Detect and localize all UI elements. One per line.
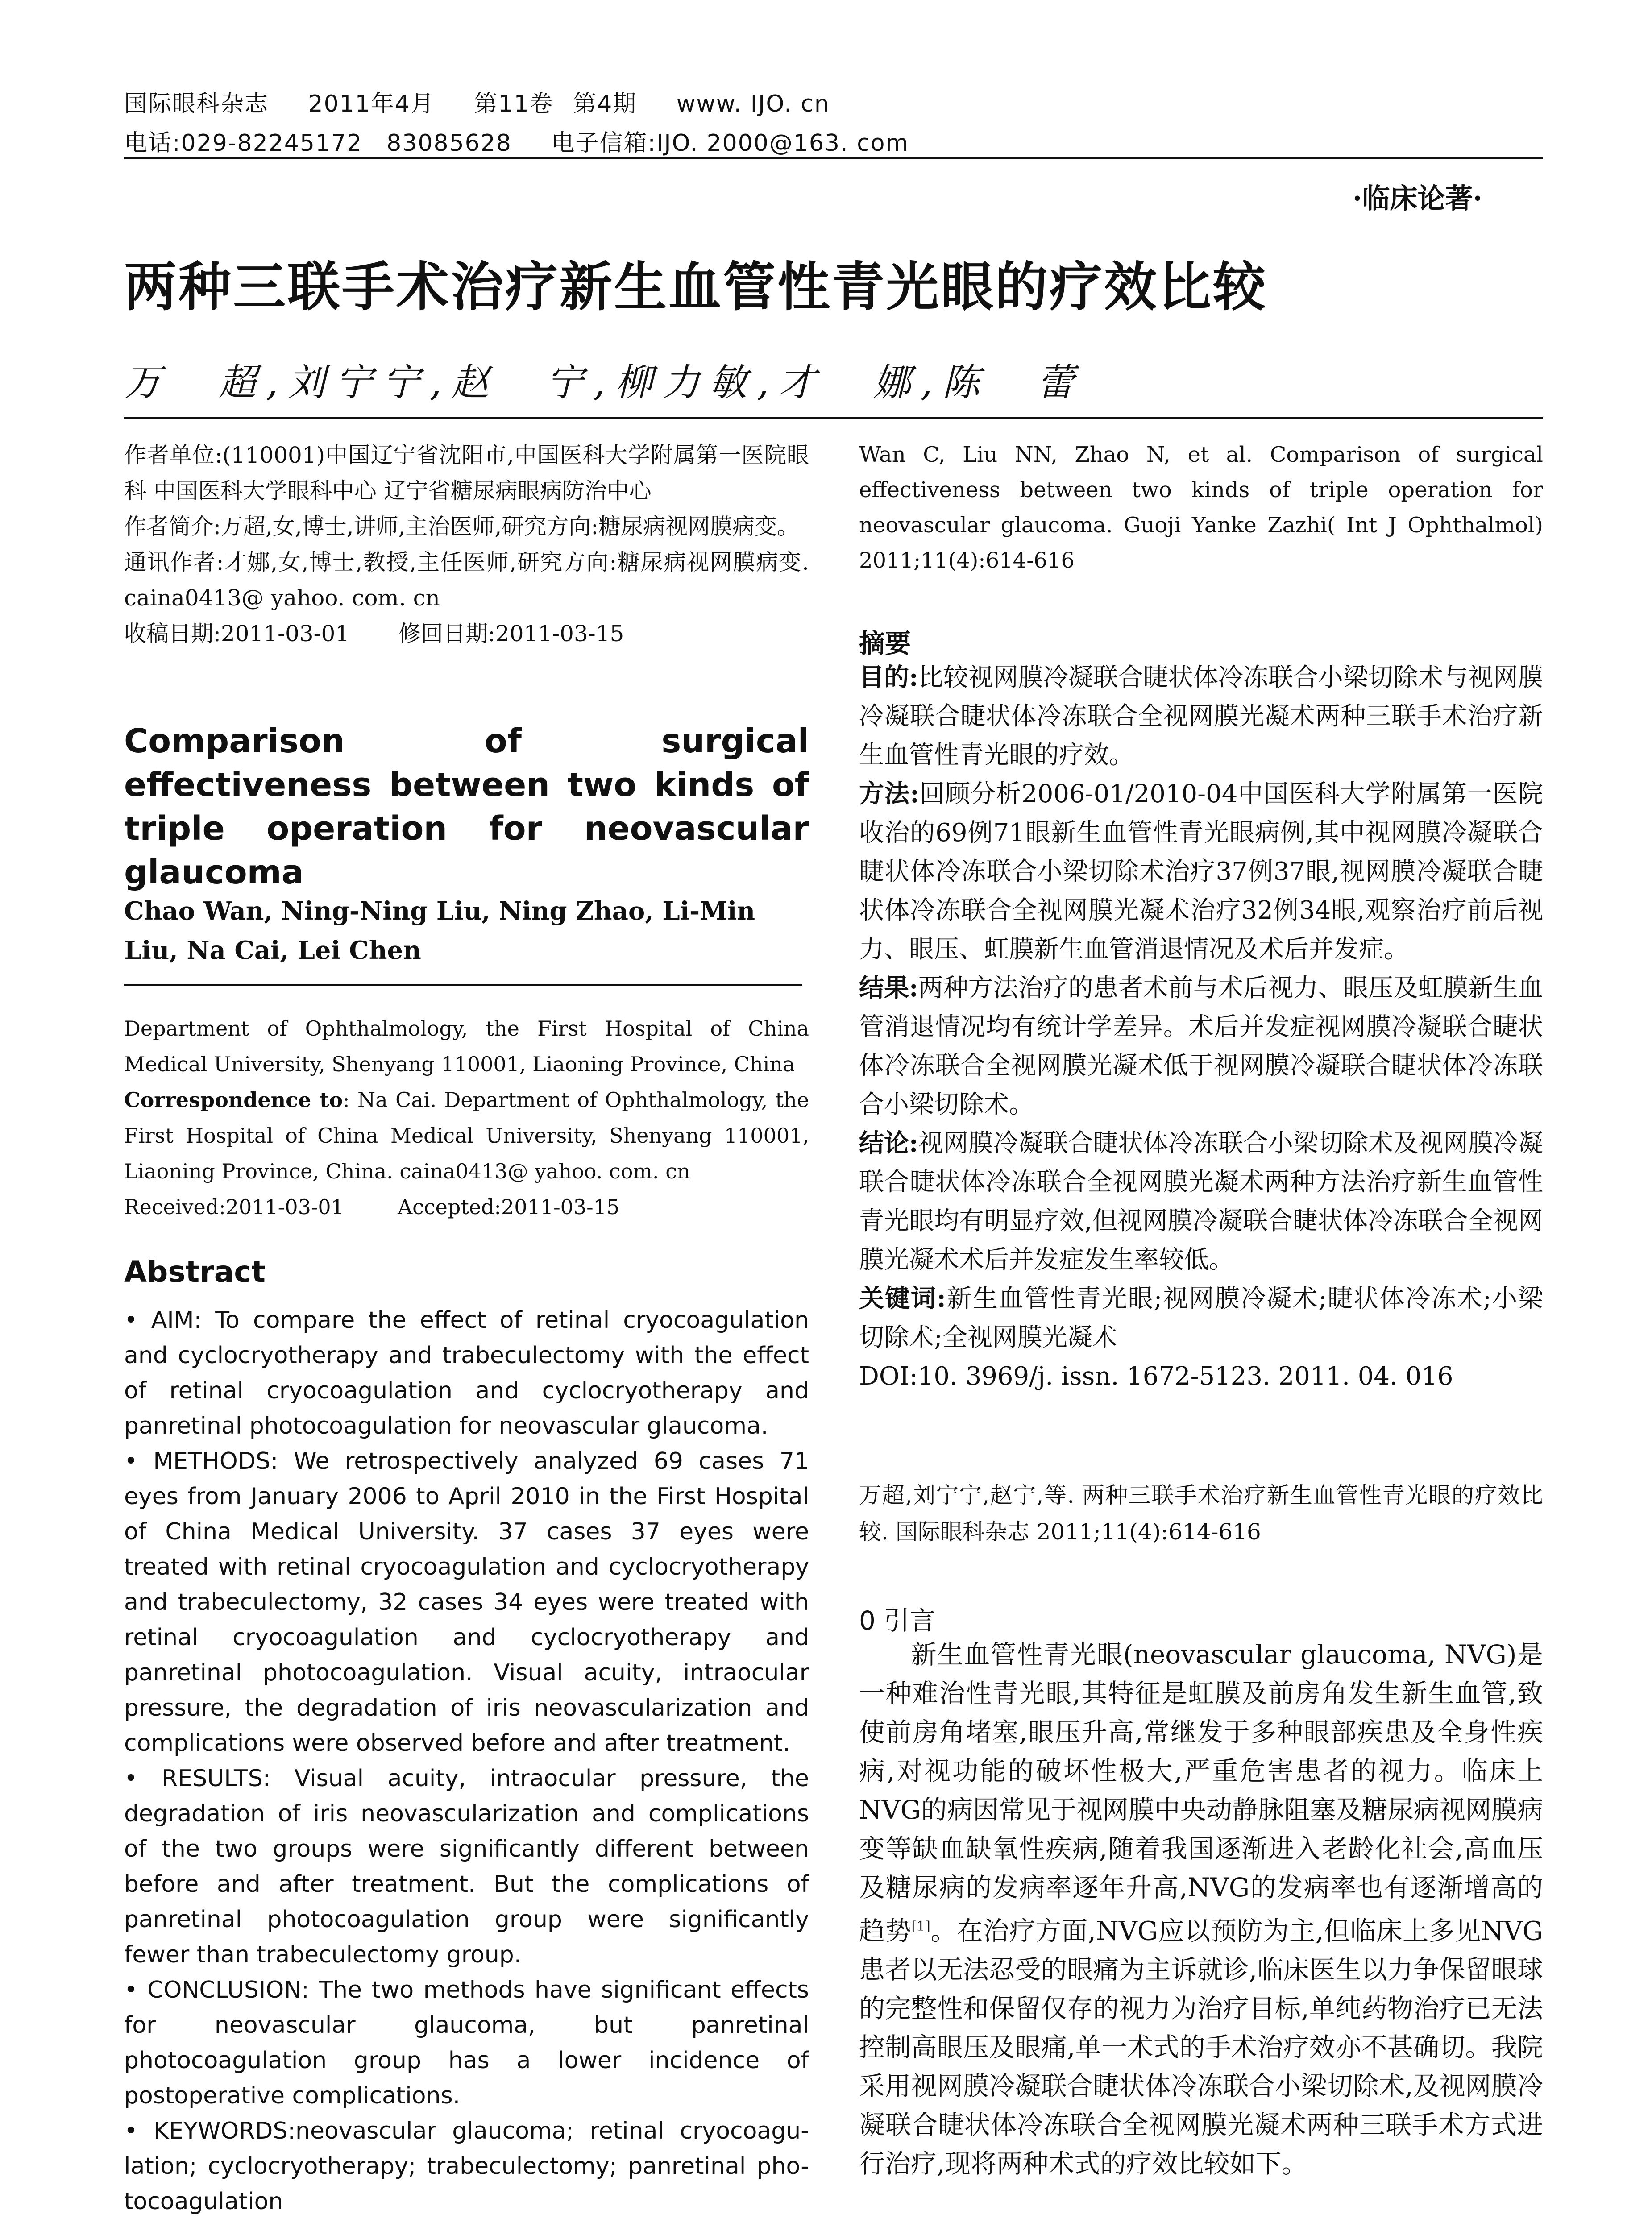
dates-en bbox=[124, 1189, 809, 1225]
received-date-en: Received:2011-03-01 bbox=[124, 1195, 344, 1219]
contact-header-line bbox=[124, 124, 940, 158]
email-link[interactable]: 电子信箱:IJO. 2000@163. com bbox=[551, 130, 909, 157]
methods-text-cn: 回顾分析2006-01/2010-04中国医科大学附属第一医院收治的69例71眼新生血管性青光眼病例,其中视网膜冷凝联合睫状体冷冻联合小梁切除术治疗37例37眼,视网膜冷凝联合睫状体冷冻联合全视网膜光凝术治疗32例34眼,观察治疗前后视力、眼压、虹膜新生血管消退情况及术后并发症。 bbox=[859, 780, 1544, 964]
methods-text: We retrospectively analyzed 69 cases 71 eyes from January 2006 to April 2010 in the First Hospital of China Medical University. 37 cases 37 eyes were treated with retinal cryocoagulation and cyclocryotherapy and trabeculectomy, 32 cases 34 eyes were treated with retinal cryocoagulation and cyclocryotherapy and panretinal photocoagulation. Visual acuity, intraocular pressure, the degradation of iris neovascularization and complications were observed before and after treatment. bbox=[124, 1448, 809, 1757]
journal-header-line bbox=[124, 85, 861, 118]
results-text: Visual acuity, intraocular pressure, the degradation of iris neovascularization and complications of the two groups were significantly different between before and after treatment. But the complications of panretinal photocoagulation group were significantly fewer than trabeculectomy group. bbox=[124, 1765, 809, 1968]
affiliation-cn: 作者单位:(110001)中国辽宁省沈阳市,中国医科大学附属第一医院眼科 中国医科大学眼科中心 辽宁省糖尿病眼病防治中心 bbox=[124, 442, 809, 504]
abstract-keywords bbox=[124, 2114, 809, 2219]
results-label-cn: 结果: bbox=[859, 973, 918, 1003]
website-link[interactable]: www. IJO. cn bbox=[676, 91, 830, 117]
abstract-cn-keywords bbox=[859, 1279, 1543, 1357]
authors-cn: 万 超,刘宁宁,赵 宁,柳力敏,才 娜,陈 蕾 bbox=[124, 361, 1084, 404]
citation-en: Wan C, Liu NN, Zhao N, et al. Comparison of surgical effectiveness between two kinds of triple operation for neovascular glaucoma. Guoji Yanke Zazhi( Int J Ophthalmol) 2011;11(4):614-616 bbox=[859, 442, 1543, 573]
phone-numbers: 电话:029-82245172 83085628 bbox=[124, 130, 512, 157]
dates-cn bbox=[124, 616, 809, 651]
conclusion-label-cn: 结论: bbox=[859, 1128, 918, 1158]
journal-name: 国际眼科杂志 bbox=[124, 91, 269, 117]
department-en: Department of Ophthalmology, the First Hospital of China Medical University, Shenyang 110001, Liaoning Province, China bbox=[124, 1016, 809, 1076]
abstract-methods bbox=[124, 1444, 809, 1761]
intro-heading: 0 引言 bbox=[859, 1605, 936, 1636]
conclusion-text: The two methods have significant effects for neovascular glaucoma, but panretinal photocoagulation group has a lower incidence of postoperative complications. bbox=[124, 1977, 809, 2109]
methods-label-cn: 方法: bbox=[859, 779, 919, 809]
reference-marker[interactable]: [1] bbox=[911, 1919, 930, 1934]
aim-text: To compare the effect of retinal cryocoagulation and cyclocryotherapy and trabeculectomy with the effect of retinal cryocoagulation and cyclocryotherapy and panretinal photocoagulation for neovascular glaucoma. bbox=[124, 1307, 809, 1439]
correspondence-en bbox=[124, 1082, 809, 1189]
abstract-cn-conclusion bbox=[859, 1124, 1543, 1279]
abstract-results bbox=[124, 1761, 809, 1973]
abstract-aim bbox=[124, 1303, 809, 1444]
conclusion-label: • CONCLUSION: bbox=[124, 1977, 309, 2003]
keywords-text-cn: 新生血管性青光眼;视网膜冷凝术;睫状体冷冻术;小梁切除术;全视网膜光凝术 bbox=[859, 1284, 1544, 1352]
article-title-cn: 两种三联手术治疗新生血管性青光眼的疗效比较 bbox=[124, 256, 1268, 318]
abstract-cn-methods bbox=[859, 775, 1543, 969]
aim-text-cn: 比较视网膜冷凝联合睫状体冷冻联合小梁切除术与视网膜冷凝联合睫状体冷冻联合全视网膜光凝术两种三联手术治疗新生血管性青光眼的疗效。 bbox=[859, 663, 1544, 770]
citation-cn: 万超,刘宁宁,赵宁,等. 两种三联手术治疗新生血管性青光眼的疗效比较. 国际眼科杂志 2011;11(4):614-616 bbox=[859, 1482, 1543, 1545]
department-en-block bbox=[124, 1011, 809, 1225]
abstract-cn-results bbox=[859, 969, 1543, 1124]
accepted-date-en: Accepted:2011-03-15 bbox=[397, 1195, 620, 1219]
abstract-cn-aim bbox=[859, 658, 1543, 775]
abstract-cn bbox=[859, 658, 1543, 1396]
correspondence-cn: 通讯作者:才娜,女,博士,教授,主任医师,研究方向:糖尿病视网膜病变. caina0413@ yahoo. com. cn bbox=[124, 549, 809, 611]
article-title-en: Comparison of surgical effectiveness between two kinds of triple operation for neovascular glaucoma bbox=[124, 722, 809, 892]
aim-label-cn: 目的: bbox=[859, 663, 918, 692]
results-label: • RESULTS: bbox=[124, 1765, 271, 1792]
header-divider bbox=[124, 157, 1543, 159]
results-text-cn: 两种方法治疗的患者术前与术后视力、眼压及虹膜新生血管消退情况均有统计学差异。术后并发症视网膜冷凝联合睫状体冷冻联合全视网膜光凝术低于视网膜冷凝联合睫状体冷冻联合小梁切除术。 bbox=[859, 974, 1544, 1119]
correspondence-text: : Na Cai. Department of Ophthalmology, the First Hospital of China Medical University, Shenyang 110001, Liaoning Province, China. caina0413@ yahoo. com. cn bbox=[124, 1088, 809, 1183]
abstract-heading: Abstract bbox=[124, 1255, 266, 1289]
author-bio-cn: 作者简介:万超,女,博士,讲师,主治医师,研究方向:糖尿病视网膜病变。 bbox=[124, 514, 800, 539]
volume: 第11卷 bbox=[474, 91, 554, 117]
abstract-en bbox=[124, 1303, 809, 2219]
issue: 第4期 bbox=[573, 91, 637, 117]
abstract-conclusion bbox=[124, 1973, 809, 2114]
section-tag: ·临床论著· bbox=[1352, 182, 1482, 215]
conclusion-text-cn: 视网膜冷凝联合睫状体冷冻联合小梁切除术及视网膜冷凝联合睫状体冷冻联合全视网膜光凝术两种方法治疗新生血管性青光眼均有明显疗效,但视网膜冷凝联合睫状体冷冻联合全视网膜光凝术术后并发症发生率较低。 bbox=[859, 1129, 1544, 1274]
keywords-label-cn: 关键词: bbox=[859, 1284, 946, 1313]
keywords-label: • KEYWORDS: bbox=[124, 2118, 295, 2144]
summary-heading-cn: 摘要 bbox=[859, 628, 911, 659]
issue-date: 2011年4月 bbox=[308, 91, 435, 117]
received-date-cn: 收稿日期:2011-03-01 bbox=[124, 621, 350, 647]
intro-paragraph bbox=[859, 1635, 1543, 2183]
revised-date-cn: 修回日期:2011-03-15 bbox=[398, 621, 624, 647]
intro-text-a: 新生血管性青光眼(neovascular glaucoma, NVG)是一种难治性青光眼,其特征是虹膜及前房角发生新生血管,致使前房角堵塞,眼压升高,常继发于多种眼部疾患及全身性疾病,对视功能的破坏性极大,严重危害患者的视力。临床上NVG的病因常见于视网膜中央动静脉阻塞及糖尿病视网膜病变等缺血缺氧性疾病,随着我国逐渐进入老龄化社会,高血压及糖尿病的发病率逐年升高,NVG的发病率也有逐渐增高的趋势 bbox=[859, 1639, 1543, 1946]
methods-label: • METHODS: bbox=[124, 1448, 278, 1475]
aim-label: • AIM: bbox=[124, 1307, 202, 1334]
correspondence-label: Correspondence to bbox=[124, 1088, 343, 1112]
title-divider bbox=[124, 417, 1543, 419]
author-info-cn bbox=[124, 437, 809, 651]
authors-en: Chao Wan, Ning-Ning Liu, Ning Zhao, Li-Min Liu, Na Cai, Lei Chen bbox=[124, 896, 755, 965]
authors-divider bbox=[124, 984, 802, 986]
intro-text-b: 。在治疗方面,NVG应以预防为主,但临床上多见NVG患者以无法忍受的眼痛为主诉就诊,临床医生以力争保留眼球的完整性和保留仅存的视力为治疗目标,单纯药物治疗已无法控制高眼压及眼痛,单一术式的手术治疗效亦不甚确切。我院采用视网膜冷凝联合睫状体冷冻联合小梁切除术,及视网膜冷凝联合睫状体冷冻联合全视网膜光凝术两种三联手术方式进行治疗,现将两种术式的疗效比较如下。 bbox=[859, 1916, 1543, 2179]
doi[interactable]: DOI:10. 3969/j. issn. 1672-5123. 2011. 04. 016 bbox=[859, 1362, 1453, 1391]
keywords-text: neovascular glaucoma; retinal cryocoagu-lation; cyclocryotherapy; trabeculectomy; panretinal pho-tocoagulation bbox=[124, 2118, 809, 2215]
